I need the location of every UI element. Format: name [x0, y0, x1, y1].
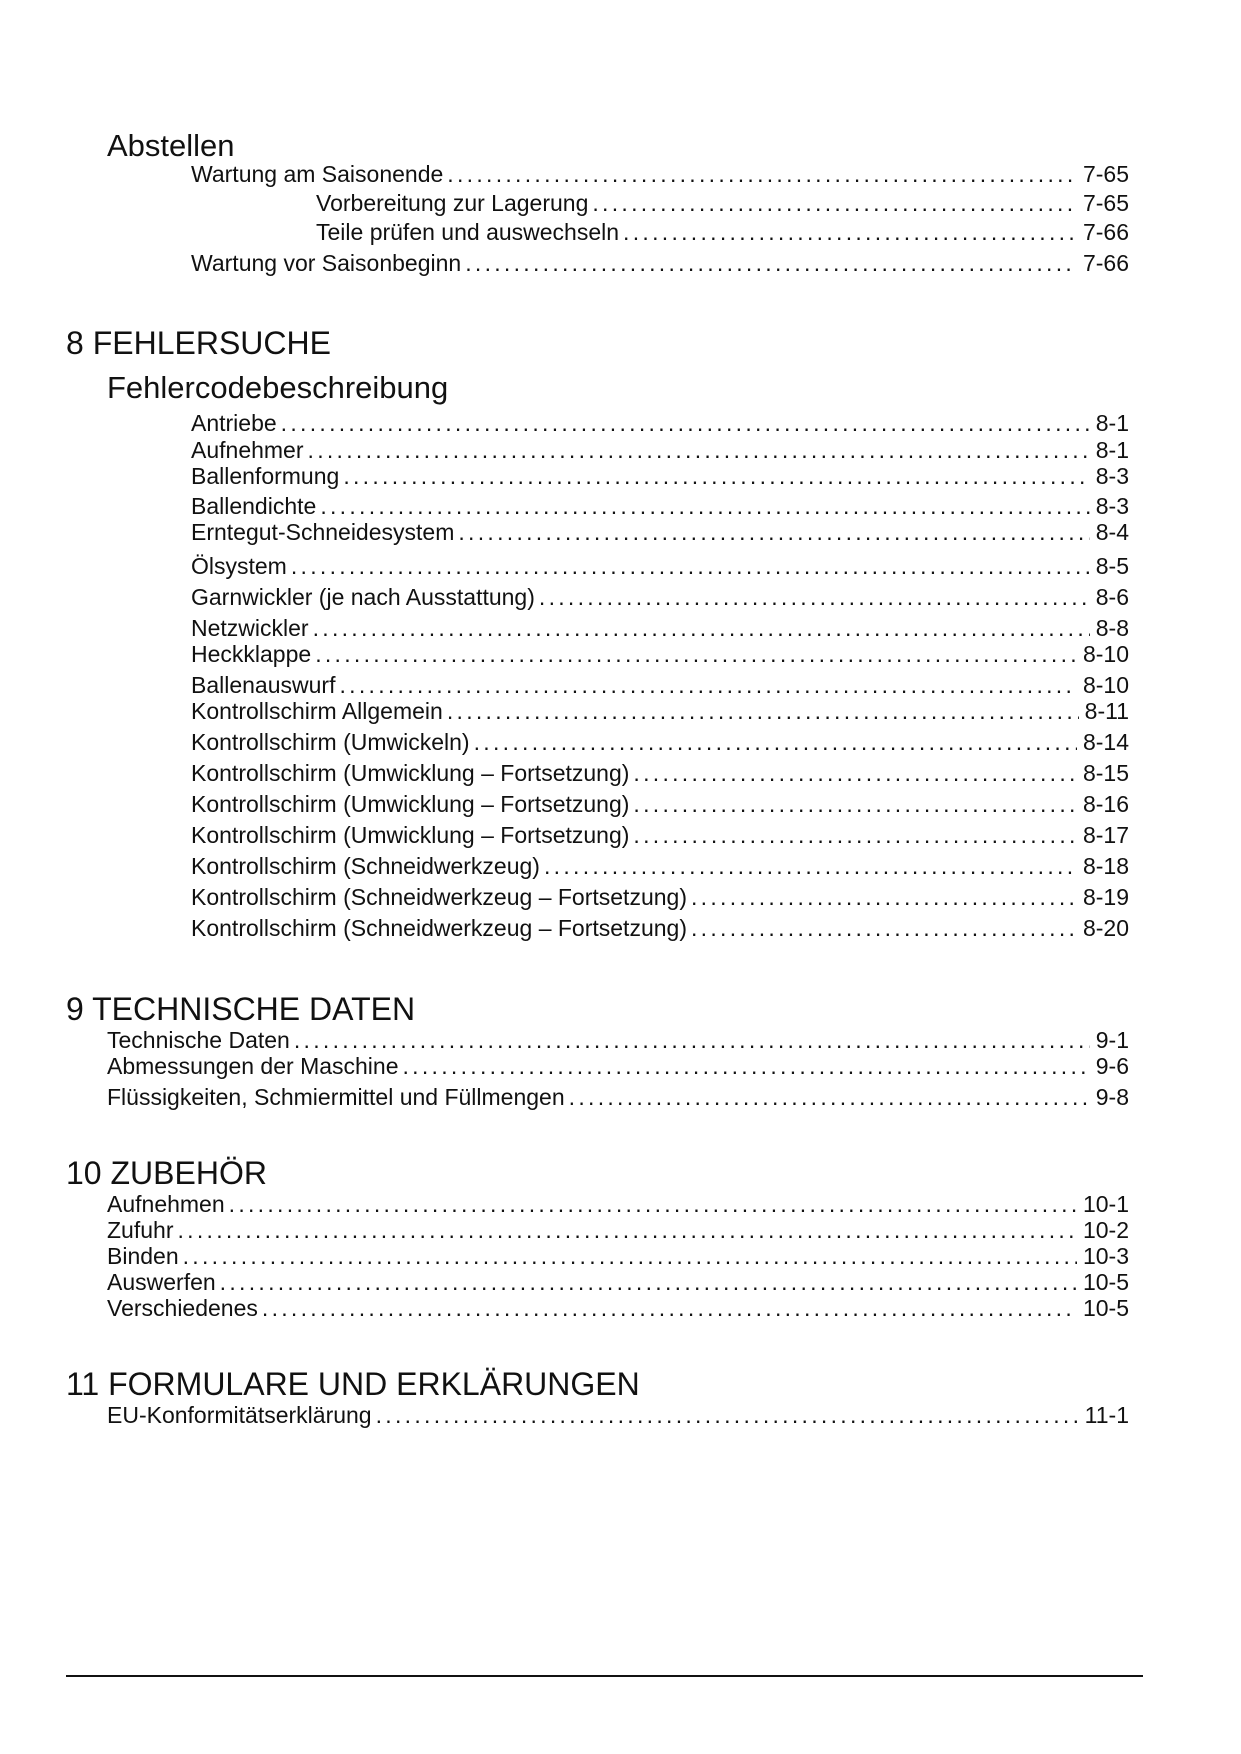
toc-entry[interactable]	[191, 917, 1129, 940]
toc-entry-label: Erntegut-Schneidesystem	[191, 521, 458, 544]
toc-entry[interactable]	[191, 586, 1129, 609]
toc-entry[interactable]	[107, 1193, 1129, 1216]
toc-entry-page: 8-17	[1082, 822, 1129, 848]
toc-entry[interactable]	[107, 1055, 1129, 1078]
footer-rule	[66, 1675, 1143, 1677]
toc-entry[interactable]	[191, 495, 1129, 518]
toc-entry-label: Kontrollschirm Allgemein	[191, 700, 447, 723]
toc-entry[interactable]	[107, 1404, 1129, 1427]
toc-entry-page: 10-5	[1082, 1295, 1129, 1321]
toc-entry-page: 7-66	[1082, 219, 1129, 245]
toc-entry-page: 8-14	[1082, 729, 1129, 755]
dot-leader	[313, 617, 1090, 640]
toc-entry-label: Netzwickler	[191, 617, 313, 640]
dot-leader	[376, 1404, 1079, 1427]
toc-entry-label: EU-Konformitätserklärung	[107, 1404, 376, 1427]
toc-entry-page: 7-65	[1082, 161, 1129, 187]
toc-entry-label: Wartung vor Saisonbeginn	[191, 252, 465, 275]
toc-entry-page: 11-1	[1084, 1402, 1129, 1428]
chapter-heading-10: 10 ZUBEHÖR	[66, 1155, 267, 1191]
toc-entry-label: Kontrollschirm (Umwicklung – Fortsetzung)	[191, 793, 633, 816]
dot-leader	[220, 1271, 1077, 1294]
toc-entry-label: Abmessungen der Maschine	[107, 1055, 403, 1078]
toc-entry[interactable]	[191, 163, 1129, 186]
dot-leader	[262, 1297, 1077, 1320]
dot-leader	[315, 643, 1077, 666]
toc-entry[interactable]	[191, 555, 1129, 578]
dot-leader	[281, 412, 1090, 435]
toc-entry[interactable]	[107, 1271, 1129, 1294]
toc-entry-label: Ballenauswurf	[191, 674, 339, 697]
toc-entry-label: Kontrollschirm (Umwicklung – Fortsetzung)	[191, 762, 633, 785]
dot-leader	[623, 221, 1077, 244]
toc-entry[interactable]	[107, 1297, 1129, 1320]
toc-entry[interactable]	[191, 793, 1129, 816]
section-heading-fehlercode: Fehlercodebeschreibung	[107, 370, 449, 405]
dot-leader	[308, 439, 1090, 462]
dot-leader	[343, 465, 1089, 488]
chapter-heading-11: 11 FORMULARE UND ERKLÄRUNGEN	[66, 1366, 640, 1402]
dot-leader	[177, 1219, 1076, 1242]
toc-entry-page: 8-20	[1082, 915, 1129, 941]
toc-entry-page: 8-3	[1095, 463, 1129, 489]
dot-leader	[474, 731, 1077, 754]
dot-leader	[447, 163, 1077, 186]
toc-entry-label: Ölsystem	[191, 555, 291, 578]
toc-entry-page: 8-3	[1095, 493, 1129, 519]
toc-entry[interactable]	[191, 762, 1129, 785]
toc-entry-page: 8-16	[1082, 791, 1129, 817]
toc-entry-label: Heckklappe	[191, 643, 315, 666]
dot-leader	[403, 1055, 1090, 1078]
toc-entry-label: Garnwickler (je nach Ausstattung)	[191, 586, 539, 609]
toc-entry[interactable]	[191, 617, 1129, 640]
toc-entry-page: 8-10	[1082, 672, 1129, 698]
toc-entry-page: 10-3	[1082, 1243, 1129, 1269]
toc-entry[interactable]	[191, 886, 1129, 909]
toc-entry-label: Kontrollschirm (Umwicklung – Fortsetzung)	[191, 824, 633, 847]
toc-entry-page: 8-19	[1082, 884, 1129, 910]
dot-leader	[569, 1086, 1090, 1109]
toc-entry-label: Vorbereitung zur Lagerung	[316, 192, 592, 215]
dot-leader	[447, 700, 1079, 723]
toc-entry-label: Antriebe	[191, 412, 281, 435]
toc-entry-label: Kontrollschirm (Schneidwerkzeug – Fortsetzung)	[191, 917, 691, 940]
toc-entry-page: 8-1	[1095, 410, 1129, 436]
dot-leader	[633, 793, 1077, 816]
toc-entry-label: Technische Daten	[107, 1029, 294, 1052]
toc-entry-page: 8-15	[1082, 760, 1129, 786]
toc-entry-page: 10-5	[1082, 1269, 1129, 1295]
toc-entry-label: Ballenformung	[191, 465, 343, 488]
toc-entry-page: 8-4	[1095, 519, 1129, 545]
toc-entry[interactable]	[316, 221, 1129, 244]
toc-entry-page: 9-6	[1095, 1053, 1129, 1079]
dot-leader	[294, 1029, 1090, 1052]
toc-entry[interactable]	[191, 412, 1129, 435]
toc-entry-label: Teile prüfen und auswechseln	[316, 221, 623, 244]
dot-leader	[183, 1245, 1077, 1268]
dot-leader	[320, 495, 1089, 518]
dot-leader	[691, 917, 1077, 940]
toc-entry-page: 10-1	[1082, 1191, 1129, 1217]
toc-entry-page: 8-18	[1082, 853, 1129, 879]
dot-leader	[539, 586, 1090, 609]
chapter-heading-8: 8 FEHLERSUCHE	[66, 325, 331, 361]
toc-entry[interactable]	[191, 521, 1129, 544]
toc-entry-label: Kontrollschirm (Umwickeln)	[191, 731, 474, 754]
toc-entry-label: Verschiedenes	[107, 1297, 262, 1320]
toc-entry-page: 8-5	[1095, 553, 1129, 579]
dot-leader	[544, 855, 1077, 878]
section-heading-abstellen: Abstellen	[107, 128, 235, 163]
toc-entry-page: 9-1	[1095, 1027, 1129, 1053]
toc-entry[interactable]	[191, 439, 1129, 462]
toc-entry-page: 8-8	[1095, 615, 1129, 641]
dot-leader	[633, 824, 1077, 847]
toc-entry-page: 8-6	[1095, 584, 1129, 610]
toc-entry-page: 8-10	[1082, 641, 1129, 667]
toc-entry-label: Wartung am Saisonende	[191, 163, 447, 186]
toc-entry-label: Aufnehmer	[191, 439, 308, 462]
toc-entry-label: Kontrollschirm (Schneidwerkzeug – Fortsetzung)	[191, 886, 691, 909]
toc-entry[interactable]	[107, 1086, 1129, 1109]
toc-entry-label: Aufnehmen	[107, 1193, 229, 1216]
dot-leader	[633, 762, 1077, 785]
toc-entry-label: Kontrollschirm (Schneidwerkzeug)	[191, 855, 544, 878]
toc-entry-label: Zufuhr	[107, 1219, 177, 1242]
toc-entry[interactable]	[191, 824, 1129, 847]
toc-entry-page: 9-8	[1095, 1084, 1129, 1110]
toc-entry[interactable]	[191, 674, 1129, 697]
dot-leader	[465, 252, 1077, 275]
dot-leader	[592, 192, 1077, 215]
toc-entry[interactable]	[191, 252, 1129, 275]
toc-entry-label: Binden	[107, 1245, 183, 1268]
toc-entry[interactable]	[191, 731, 1129, 754]
toc-entry-page: 7-66	[1082, 250, 1129, 276]
toc-entry-label: Ballendichte	[191, 495, 320, 518]
chapter-heading-9: 9 TECHNISCHE DATEN	[66, 991, 416, 1027]
toc-entry-page: 8-11	[1084, 698, 1129, 724]
toc-entry[interactable]	[316, 192, 1129, 215]
dot-leader	[229, 1193, 1077, 1216]
toc-entry[interactable]	[191, 855, 1129, 878]
toc-entry[interactable]	[107, 1245, 1129, 1268]
toc-entry-label: Auswerfen	[107, 1271, 220, 1294]
toc-entry[interactable]	[107, 1029, 1129, 1052]
toc-entry[interactable]	[107, 1219, 1129, 1242]
toc-entry-page: 10-2	[1082, 1217, 1129, 1243]
toc-entry[interactable]	[191, 465, 1129, 488]
toc-entry-page: 8-1	[1095, 437, 1129, 463]
toc-entry-label: Flüssigkeiten, Schmiermittel und Füllmengen	[107, 1086, 569, 1109]
toc-entry[interactable]	[191, 643, 1129, 666]
toc-entry-page: 7-65	[1082, 190, 1129, 216]
dot-leader	[291, 555, 1090, 578]
toc-entry[interactable]	[191, 700, 1129, 723]
dot-leader	[691, 886, 1077, 909]
dot-leader	[458, 521, 1089, 544]
dot-leader	[339, 674, 1076, 697]
